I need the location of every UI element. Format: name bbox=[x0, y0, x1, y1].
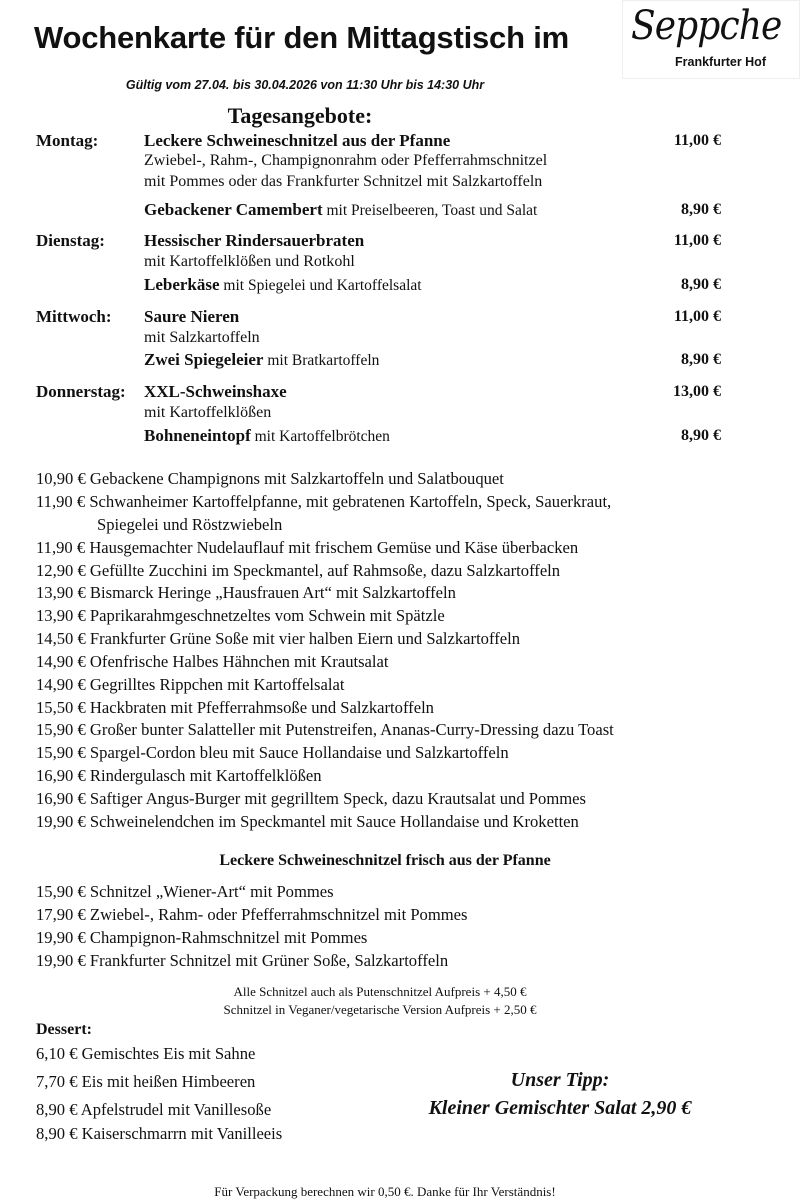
schnitzel-item: 19,90 € Frankfurter Schnitzel mit Grüner Soße, Salzkartoffeln bbox=[36, 951, 449, 970]
dish-alt-name: Gebackener Camembert bbox=[144, 200, 323, 219]
dish-alt-monday bbox=[144, 200, 537, 220]
dish-alt-rest: mit Preiselbeeren, Toast und Salat bbox=[322, 202, 538, 219]
logo-name: Seppche bbox=[631, 3, 782, 49]
dessert-item: 8,90 € Apfelstrudel mit Vanillesoße bbox=[36, 1100, 272, 1119]
day-label-thursday: Donnerstag: bbox=[36, 382, 126, 401]
menu-item: 14,90 € Gegrilltes Rippchen mit Kartoffelsalat bbox=[36, 675, 345, 694]
schnitzel-item: 19,90 € Champignon-Rahmschnitzel mit Pommes bbox=[36, 928, 368, 947]
dish-alt-rest: mit Bratkartoffeln bbox=[263, 352, 380, 369]
schnitzel-item: 15,90 € Schnitzel „Wiener-Art“ mit Pommes bbox=[36, 882, 334, 901]
dish-detail: Zwiebel-, Rahm-, Champignonrahm oder Pfefferrahmschnitzel bbox=[144, 152, 548, 169]
logo-subtitle: Frankfurter Hof bbox=[675, 55, 766, 69]
dish-alt-rest: mit Kartoffelbrötchen bbox=[250, 428, 390, 445]
schnitzel-note: Alle Schnitzel auch als Putenschnitzel Aufpreis + 4,50 € bbox=[233, 984, 527, 999]
menu-item: 14,50 € Frankfurter Grüne Soße mit vier halben Eiern und Salzkartoffeln bbox=[36, 629, 521, 648]
validity-period: Gültig vom 27.04. bis 30.04.2026 von 11:30 Uhr bis 14:30 Uhr bbox=[125, 78, 485, 92]
schnitzel-section-title: Leckere Schweineschnitzel frisch aus der Pfanne bbox=[219, 852, 551, 869]
daily-offers-title: Tagesangebote: bbox=[227, 103, 373, 128]
dessert-item: 6,10 € Gemischtes Eis mit Sahne bbox=[36, 1044, 256, 1063]
dish-alt-rest: mit Spiegelei und Kartoffelsalat bbox=[219, 277, 422, 294]
dish-detail: mit Pommes oder das Frankfurter Schnitzel mit Salzkartoffeln bbox=[144, 173, 543, 190]
price-main-monday: 11,00 € bbox=[673, 132, 721, 149]
dish-main-thursday: XXL-Schweinshaxe bbox=[144, 382, 287, 401]
price-alt-tuesday: 8,90 € bbox=[681, 276, 721, 293]
dish-detail: mit Kartoffelklößen und Rotkohl bbox=[144, 253, 355, 270]
dish-alt-thursday bbox=[144, 426, 390, 446]
dish-detail: mit Salzkartoffeln bbox=[144, 329, 260, 346]
dish-alt-wednesday bbox=[144, 350, 379, 370]
menu-item: 11,90 € Hausgemachter Nudelauflauf mit frischem Gemüse und Käse überbacken bbox=[36, 538, 579, 557]
menu-item: 16,90 € Saftiger Angus-Burger mit gegrilltem Speck, dazu Krautsalat und Pommes bbox=[36, 789, 586, 808]
menu-item: 15,90 € Großer bunter Salatteller mit Putenstreifen, Ananas-Curry-Dressing dazu Toast bbox=[36, 720, 614, 739]
dish-alt-tuesday bbox=[144, 275, 422, 295]
price-main-wednesday: 11,00 € bbox=[673, 308, 721, 325]
dish-alt-name: Leberkäse bbox=[144, 275, 220, 294]
price-main-thursday: 13,00 € bbox=[673, 383, 721, 400]
page-title: Wochenkarte für den Mittagstisch im bbox=[34, 20, 570, 55]
menu-item: 14,90 € Ofenfrische Halbes Hähnchen mit Krautsalat bbox=[36, 652, 389, 671]
menu-item: 15,90 € Spargel-Cordon bleu mit Sauce Hollandaise und Salzkartoffeln bbox=[36, 743, 509, 762]
menu-item: 19,90 € Schweinelendchen im Speckmantel mit Sauce Hollandaise und Kroketten bbox=[36, 812, 579, 831]
tip-title: Unser Tipp: bbox=[510, 1069, 610, 1091]
day-label-wednesday: Mittwoch: bbox=[36, 307, 112, 326]
price-alt-wednesday: 8,90 € bbox=[681, 351, 721, 368]
packaging-note: Für Verpackung berechnen wir 0,50 €. Danke für Ihr Verständnis! bbox=[214, 1184, 556, 1199]
day-label-monday: Montag: bbox=[36, 131, 99, 150]
menu-item: 11,90 € Schwanheimer Kartoffelpfanne, mit gebratenen Kartoffeln, Speck, Sauerkraut, bbox=[36, 492, 612, 511]
price-alt-monday: 8,90 € bbox=[681, 201, 721, 218]
restaurant-logo bbox=[622, 0, 800, 79]
dessert-item: 8,90 € Kaiserschmarrn mit Vanilleeis bbox=[36, 1124, 283, 1143]
price-alt-thursday: 8,90 € bbox=[681, 427, 721, 444]
dessert-item: 7,70 € Eis mit heißen Himbeeren bbox=[36, 1072, 256, 1091]
menu-item: 16,90 € Rindergulasch mit Kartoffelklößen bbox=[36, 766, 322, 785]
menu-item: 13,90 € Paprikarahmgeschnetzeltes vom Schwein mit Spätzle bbox=[36, 606, 445, 625]
menu-item: 15,50 € Hackbraten mit Pfefferrahmsoße und Salzkartoffeln bbox=[36, 698, 434, 717]
dessert-title: Dessert: bbox=[36, 1021, 92, 1038]
dish-detail: mit Kartoffelklößen bbox=[144, 404, 272, 421]
dish-main-monday: Leckere Schweineschnitzel aus der Pfanne bbox=[144, 131, 451, 150]
tip-text: Kleiner Gemischter Salat 2,90 € bbox=[428, 1097, 692, 1119]
menu-item: 12,90 € Gefüllte Zucchini im Speckmantel, auf Rahmsoße, dazu Salzkartoffeln bbox=[36, 561, 561, 580]
dish-main-wednesday: Saure Nieren bbox=[144, 307, 240, 326]
menu-item-continuation: Spiegelei und Röstzwiebeln bbox=[97, 515, 283, 534]
schnitzel-item: 17,90 € Zwiebel-, Rahm- oder Pfefferrahmschnitzel mit Pommes bbox=[36, 905, 468, 924]
dish-main-tuesday: Hessischer Rindersauerbraten bbox=[144, 231, 365, 250]
day-label-tuesday: Dienstag: bbox=[36, 231, 105, 250]
price-main-tuesday: 11,00 € bbox=[673, 232, 721, 249]
dish-alt-name: Zwei Spiegeleier bbox=[144, 350, 264, 369]
menu-item: 13,90 € Bismarck Heringe „Hausfrauen Art“ mit Salzkartoffeln bbox=[36, 583, 456, 602]
dish-alt-name: Bohneneintopf bbox=[144, 426, 251, 445]
schnitzel-note: Schnitzel in Veganer/vegetarische Version Aufpreis + 2,50 € bbox=[223, 1002, 537, 1017]
menu-item: 10,90 € Gebackene Champignons mit Salzkartoffeln und Salatbouquet bbox=[36, 469, 504, 488]
